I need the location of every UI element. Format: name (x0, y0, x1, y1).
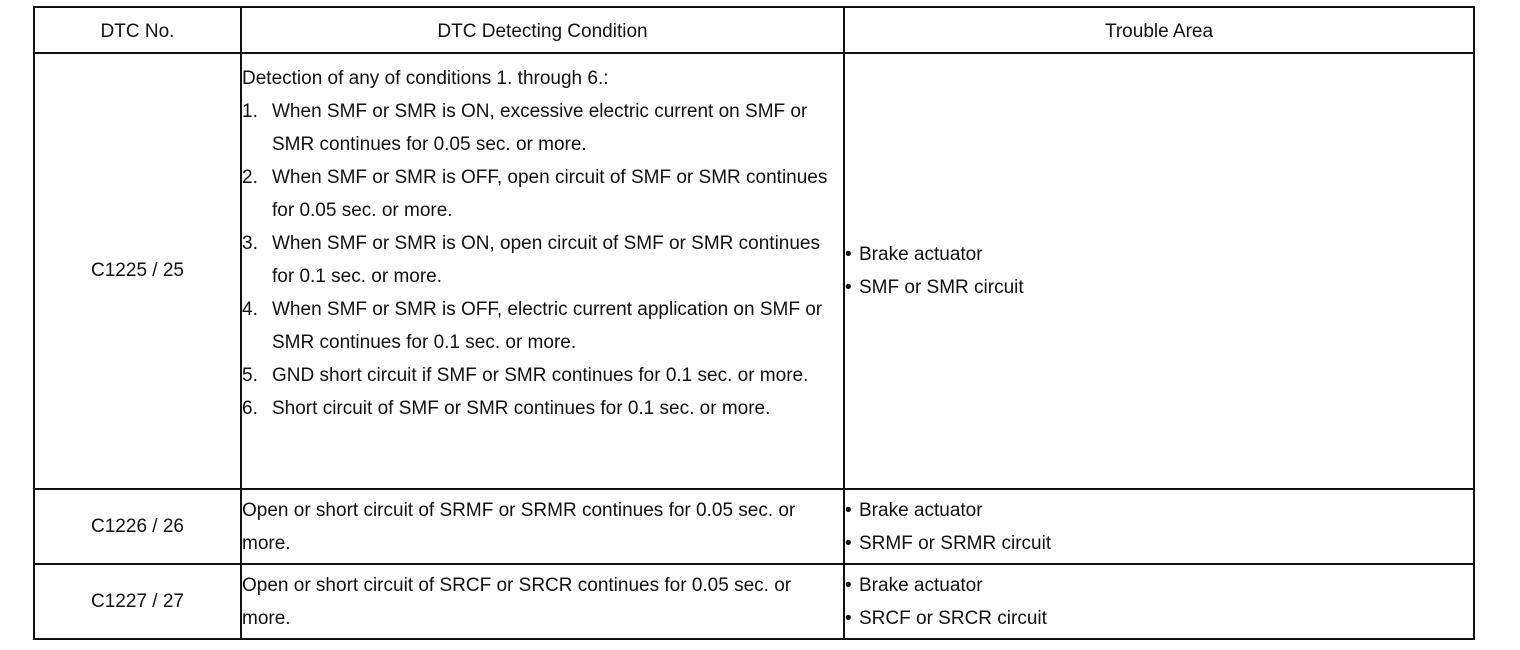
trouble-area-text: SMF or SMR circuit (859, 277, 1024, 298)
condition-text: When SMF or SMR is ON, excessive electric current on SMF or SMR continues for 0.05 sec. or more. (272, 101, 808, 155)
trouble-area-item (845, 271, 1473, 304)
trouble-area-text: SRMF or SRMR circuit (859, 532, 1052, 554)
condition-number: 5. (242, 365, 258, 386)
header-detecting-condition: DTC Detecting Condition (241, 7, 844, 53)
condition-text: When SMF or SMR is OFF, open circuit of SMF or SMR continues for 0.05 sec. or more. (272, 167, 828, 221)
bullet-icon: • (845, 532, 852, 554)
bullet-icon: • (845, 244, 852, 265)
condition-item (242, 161, 843, 227)
table-row (34, 53, 1474, 489)
detecting-condition: Open or short circuit of SRMF or SRMR continues for 0.05 sec. or more. (241, 489, 844, 564)
trouble-area (844, 53, 1474, 489)
trouble-area-item (845, 527, 1473, 560)
trouble-area-item (845, 602, 1473, 635)
condition-number: 3. (242, 233, 258, 254)
dtc-code: C1225 / 25 (34, 53, 241, 489)
trouble-area (844, 564, 1474, 639)
trouble-area (844, 489, 1474, 564)
condition-number: 4. (242, 299, 258, 320)
header-row (34, 7, 1474, 53)
detecting-condition (241, 53, 844, 489)
condition-text: When SMF or SMR is OFF, electric current application on SMF or SMR continues for 0.1 sec. or more. (272, 299, 823, 353)
trouble-area-text: Brake actuator (859, 244, 983, 265)
condition-text: Short circuit of SMF or SMR continues for 0.1 sec. or more. (272, 398, 771, 419)
condition-item (242, 227, 843, 293)
condition-number: 6. (242, 398, 258, 419)
dtc-code: C1226 / 26 (34, 489, 241, 564)
condition-item (242, 95, 843, 161)
condition-number: 2. (242, 167, 258, 188)
condition-text: When SMF or SMR is ON, open circuit of SMF or SMR continues for 0.1 sec. or more. (272, 233, 820, 287)
trouble-area-item (845, 569, 1473, 602)
header-trouble-area: Trouble Area (844, 7, 1474, 53)
bullet-icon: • (845, 499, 852, 521)
trouble-area-item (845, 494, 1473, 527)
bullet-icon: • (845, 277, 852, 298)
table-row (34, 564, 1474, 639)
condition-item (242, 293, 843, 359)
table-row (34, 489, 1474, 564)
condition-intro: Detection of any of conditions 1. through 6.: (242, 68, 609, 89)
condition-item (242, 359, 843, 392)
bullet-icon: • (845, 574, 852, 596)
condition-text: GND short circuit if SMF or SMR continues for 0.1 sec. or more. (272, 365, 809, 386)
dtc-code: C1227 / 27 (34, 564, 241, 639)
bullet-icon: • (845, 607, 852, 629)
detecting-condition: Open or short circuit of SRCF or SRCR continues for 0.05 sec. or more. (241, 564, 844, 639)
dtc-table (33, 6, 1475, 640)
condition-number: 1. (242, 101, 258, 122)
condition-item (242, 392, 843, 425)
trouble-area-text: Brake actuator (859, 574, 983, 596)
trouble-area-item (845, 238, 1473, 271)
trouble-area-text: SRCF or SRCR circuit (859, 607, 1047, 629)
trouble-area-text: Brake actuator (859, 499, 983, 521)
header-dtc-no: DTC No. (34, 7, 241, 53)
